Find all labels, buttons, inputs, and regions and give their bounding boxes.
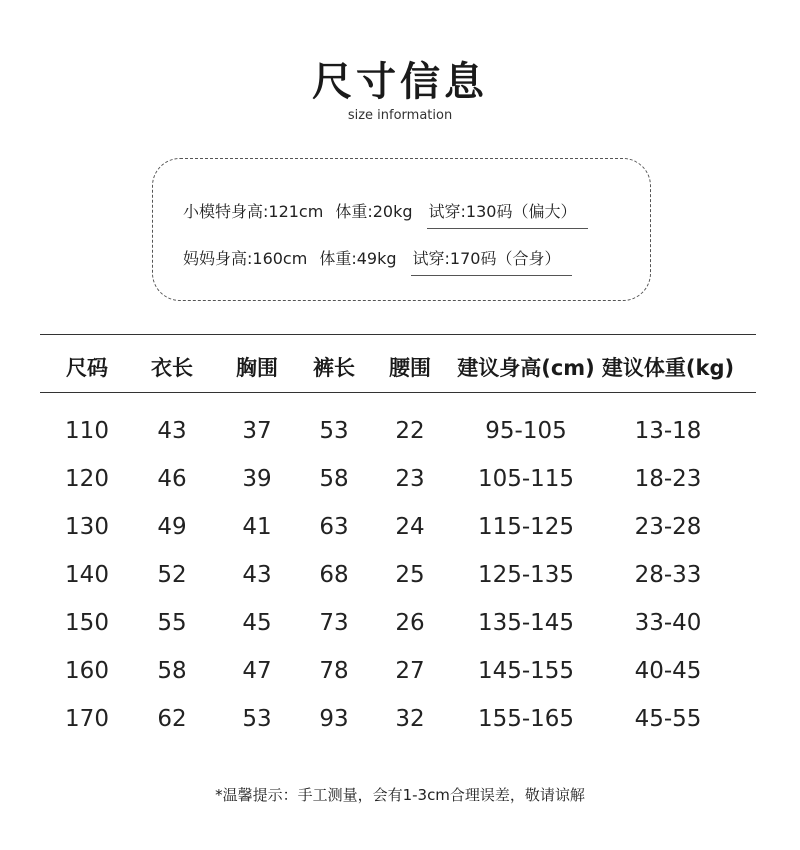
cell-chest: 47 (242, 658, 272, 684)
mother-model-height: 妈妈身高:160cm (183, 249, 308, 268)
cell-chest: 41 (242, 514, 272, 540)
child-model-height: 小模特身高:121cm (183, 202, 324, 221)
cell-waist: 26 (395, 610, 425, 636)
cell-suggested-height: 105-115 (477, 466, 575, 492)
cell-waist: 25 (395, 562, 425, 588)
model-info-box (152, 158, 651, 301)
cell-pants-length: 53 (319, 418, 349, 444)
cell-size: 120 (65, 466, 109, 492)
child-model-weight: 体重:20kg (335, 202, 413, 221)
header-size: 尺码 (66, 356, 108, 380)
cell-chest: 45 (242, 610, 272, 636)
cell-suggested-weight: 23-28 (634, 514, 702, 540)
table-top-divider (40, 334, 756, 335)
child-model-info (183, 199, 588, 229)
mother-model-info (183, 246, 572, 276)
header-suggested-weight: 建议体重(kg) (601, 356, 735, 380)
cell-size: 170 (65, 706, 109, 732)
cell-length: 46 (157, 466, 187, 492)
cell-length: 58 (157, 658, 187, 684)
cell-suggested-weight: 40-45 (634, 658, 702, 684)
cell-waist: 23 (395, 466, 425, 492)
cell-chest: 43 (242, 562, 272, 588)
cell-pants-length: 93 (319, 706, 349, 732)
header-suggested-height: 建议身高(cm) (457, 356, 595, 380)
measurement-note: *温馨提示：手工测量，会有1-3cm合理误差，敬请谅解 (215, 786, 585, 804)
cell-waist: 24 (395, 514, 425, 540)
cell-pants-length: 73 (319, 610, 349, 636)
cell-suggested-weight: 33-40 (634, 610, 702, 636)
cell-chest: 39 (242, 466, 272, 492)
cell-suggested-weight: 45-55 (634, 706, 702, 732)
cell-size: 160 (65, 658, 109, 684)
cell-waist: 27 (395, 658, 425, 684)
header-length: 衣长 (151, 356, 193, 380)
cell-pants-length: 63 (319, 514, 349, 540)
cell-waist: 22 (395, 418, 425, 444)
header-pants-length: 裤长 (313, 356, 355, 380)
cell-size: 110 (65, 418, 109, 444)
cell-suggested-height: 115-125 (477, 514, 575, 540)
cell-length: 52 (157, 562, 187, 588)
cell-size: 150 (65, 610, 109, 636)
cell-suggested-weight: 13-18 (634, 418, 702, 444)
cell-size: 140 (65, 562, 109, 588)
cell-length: 62 (157, 706, 187, 732)
page-subtitle: size information (347, 108, 453, 123)
header-waist: 腰围 (389, 356, 431, 380)
cell-size: 130 (65, 514, 109, 540)
page-title: 尺寸信息 (312, 59, 488, 105)
cell-chest: 37 (242, 418, 272, 444)
cell-suggested-weight: 18-23 (634, 466, 702, 492)
cell-pants-length: 68 (319, 562, 349, 588)
mother-model-try-on: 试穿:170码（合身） (411, 246, 573, 276)
header-chest: 胸围 (236, 356, 278, 380)
cell-suggested-height: 155-165 (477, 706, 575, 732)
cell-pants-length: 58 (319, 466, 349, 492)
cell-suggested-height: 95-105 (485, 418, 567, 444)
cell-chest: 53 (242, 706, 272, 732)
child-model-try-on: 试穿:130码（偏大） (427, 199, 589, 229)
cell-suggested-weight: 28-33 (634, 562, 702, 588)
cell-pants-length: 78 (319, 658, 349, 684)
cell-suggested-height: 145-155 (477, 658, 575, 684)
cell-suggested-height: 135-145 (477, 610, 575, 636)
cell-suggested-height: 125-135 (477, 562, 575, 588)
table-header-divider (40, 392, 756, 393)
cell-length: 43 (157, 418, 187, 444)
cell-length: 55 (157, 610, 187, 636)
cell-length: 49 (157, 514, 187, 540)
mother-model-weight: 体重:49kg (319, 249, 397, 268)
cell-waist: 32 (395, 706, 425, 732)
